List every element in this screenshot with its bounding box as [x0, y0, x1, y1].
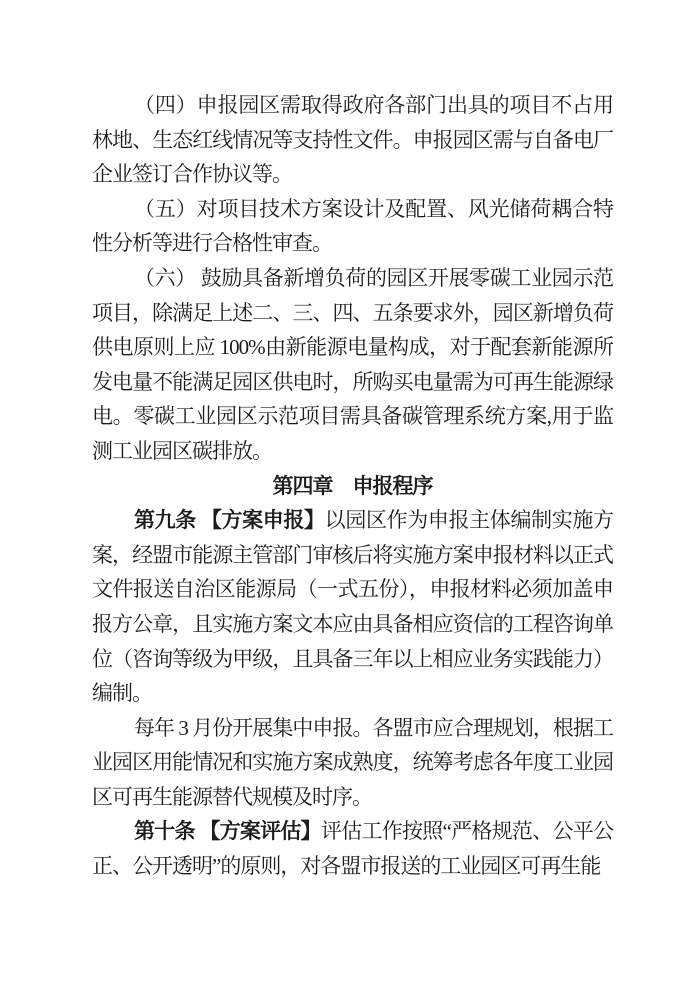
- text-segment: （四）申报园区需取得政府各部门出具的项目不占用林地、生态红线情况等支持性文件。申报园区需与自备电厂企业签订合作协议等。: [92, 93, 613, 187]
- document-content: [92, 88, 613, 884]
- paragraph: [92, 88, 613, 192]
- chapter-heading: [92, 469, 613, 504]
- paragraph: [92, 192, 613, 261]
- paragraph: [92, 261, 613, 469]
- text-segment: 每年 3 月份开展集中申报。各盟市应合理规划，根据工业园区用能情况和实施方案成熟度，统筹考虑各年度工业园区可再生能源替代规模及时序。: [92, 715, 613, 809]
- paragraph: [92, 814, 613, 883]
- text-segment: 以园区作为申报主体编制实施方案，经盟市能源主管部门审核后将实施方案申报材料以正式文件报送自治区能源局（一式五份），申报材料必须加盖申报方公章，且实施方案文本应由具备相应资信的工程咨询单位（咨询等级为甲级，且具备三年以上相应业务实践能力）编制。: [92, 508, 614, 706]
- bold-text-segment: 第四章 申报程序: [272, 473, 433, 498]
- bold-text-segment: 第九条 【方案申报】: [134, 508, 325, 533]
- text-segment: 评估工作按照“严格规范、公平公正、公开透明”的原则，对各盟市报送的工业园区可再生能: [92, 819, 614, 879]
- bold-text-segment: 第十条 【方案评估】: [134, 819, 321, 844]
- paragraph: [92, 503, 613, 711]
- text-segment: （六） 鼓励具备新增负荷的园区开展零碳工业园示范项目，除满足上述二、三、四、五条要求外，园区新增负荷供电原则上应 100%由新能源电量构成，对于配套新能源所发电量不能满足园区供电时，所购买电量需为可再生能源绿电。零碳工业园区示范项目需具备碳管理系统方案,用于监测工业园区碳排放。: [92, 265, 613, 463]
- text-segment: （五）对项目技术方案设计及配置、风光储荷耦合特性分析等进行合格性审查。: [92, 196, 613, 256]
- paragraph: [92, 711, 613, 815]
